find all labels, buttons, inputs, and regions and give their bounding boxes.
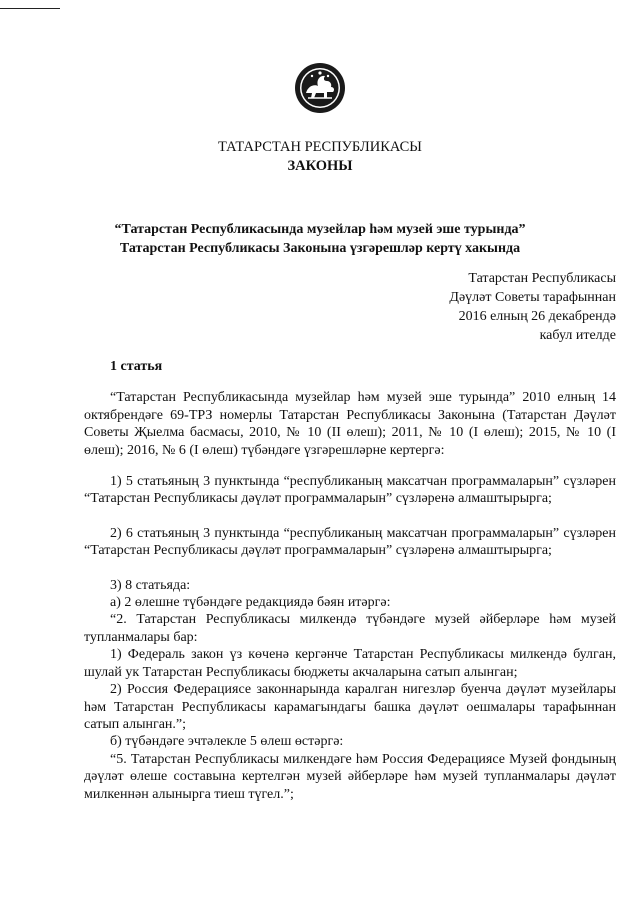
republic-name: ТАТАРСТАН РЕСПУБЛИКАСЫ [218, 139, 422, 155]
article-heading: 1 статья [110, 359, 163, 374]
amendment-item-2: 2) 6 статьяның 3 пунктында “республиканың максатчан программаларын” сүзләрен “Татарстан Республикасы дәүләт программаларын” сүзләренә алмаштырырга; [84, 525, 616, 559]
adoption-line-2: Дәүләт Советы тарафыннан [449, 290, 616, 305]
article-intro: “Татарстан Республикасында музейлар һәм музей эше турында” 2010 елның 14 октябрендәге 69-ТРЗ номерлы Татарстан Республикасы Законына (Татарстан Дәүләт Советы Җыелма басмасы, 2010, № 10 (II өлеш); 2011, № 10 (I өлеш); 2015, № 10 (I өлеш); 2016, № 6 (I өлеш) түбәндәге үзгәрешләрне кертергә: [84, 390, 616, 458]
adoption-line-3: 2016 елның 26 декабрендә [458, 309, 616, 324]
amendment-item-1: 1) 5 статьяның 3 пунктында “республиканың максатчан программаларын” сүзләрен “Татарстан Республикасы дәүләт программаларын” сүзләренә алмаштырырга; [84, 474, 616, 507]
amendment-item-3b: б) түбәндәге эчтәлекле 5 өлеш өстәргә: [110, 734, 344, 750]
quoted-part-5: “5. Татарстан Республикасы милкендәге һәм Россия Федерациясе Музей фондының дәүләт өлеше составына кертелгән музей әйберләре һәм музей тупланмалары дәүләт милкеннән алынырга тиеш түгел.”; [84, 751, 616, 802]
adoption-block [449, 269, 616, 345]
law-title-line-2: Татарстан Республикасы Законына үзгәрешләр кертү хакында [119, 241, 521, 256]
quoted-part-2-item-2: 2) Россия Федерациясе законнарында каралган нигезләр буенча дәүләт музейлары һәм Татарстан Республикасы карамагындагы башка дәүләт оешмалары тарафыннан сатып алынган.”; [84, 682, 616, 732]
article-body [84, 358, 616, 803]
amendment-item-3a: а) 2 өлешне түбәндәге редакциядә бәян итәргә: [110, 595, 391, 611]
law-title-line-1: “Татарстан Республикасында музейлар һәм музей эше турында” [114, 222, 526, 237]
law-title [60, 220, 580, 258]
adoption-line-1: Татарстан Республикасы [468, 271, 616, 286]
adoption-line-4: кабул ителде [539, 328, 616, 343]
law-label: ЗАКОНЫ [287, 158, 353, 174]
document-header [0, 138, 640, 176]
quoted-part-2: “2. Татарстан Республикасы милкендә түбәндәге музей әйберләре һәм музей тупланмалары бар: [84, 612, 616, 645]
top-rule [0, 8, 60, 9]
quoted-part-2-item-1: 1) Федераль закон үз көченә кергәнче Татарстан Республикасы милкендә булган, шулай ук Татарстан Республикасы бюджеты акчаларына сатып алынган; [84, 647, 616, 680]
tatarstan-coat-of-arms-icon [294, 62, 346, 114]
amendment-item-3: 3) 8 статьяда: [110, 577, 191, 593]
